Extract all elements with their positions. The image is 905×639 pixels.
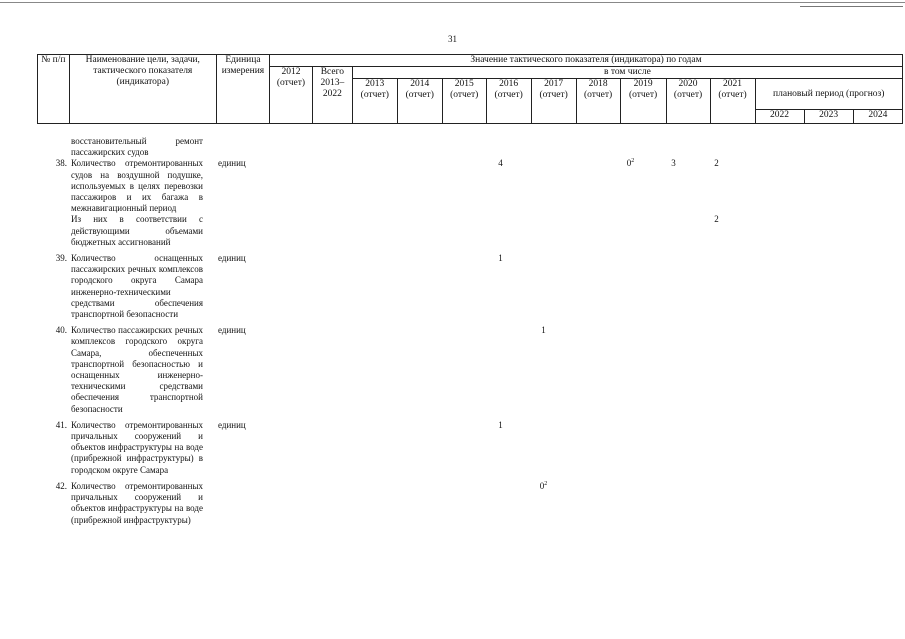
row-indicator-name: Количество оснащенных пассажирских речных комплексов городского округа Самара инженерно-техническими средствами обеспечения транспортной безопасности [71,253,203,320]
row-unit: единиц [218,325,246,336]
row-indicator-name: Количество отремонтированных причальных сооружений и объектов инфраструктуры на воде (прибрежной инфраструктуры) [71,480,203,525]
row-indicator-name: восстановительный ремонт пассажирских судов [71,136,203,158]
row-number: 41. [55,419,67,430]
row-number: 40. [55,325,67,336]
row-value-2016: 4 [498,158,503,169]
header-table [37,54,903,124]
header-year-2017: 2017 (отчет) [531,79,576,124]
table-row [37,158,903,214]
header-col-values: Значение тактического показателя (индикатора) по годам [270,55,903,67]
header-year-2015: 2015 (отчет) [442,79,486,124]
row-unit: единиц [218,158,246,169]
header-col-name: Наименование цели, задачи, тактического показателя (индикатора) [69,55,216,124]
header-col-unit: Единица измерения [216,55,269,124]
page-number: 31 [448,34,457,44]
row-indicator-name: Количество пассажирских речных комплексов городского округа Самара, обеспеченных транспортной безопасностью и оснащенных инженерно-техническими средствами обеспечения транспортной безопасности [71,325,203,414]
row-unit: единиц [218,419,246,430]
header-year-2018: 2018 (отчет) [576,79,620,124]
table-body [37,136,903,526]
row-value-2019: $0^2$ [626,158,635,169]
table-row [37,481,903,526]
row-number: 38. [55,158,67,169]
row-value-2017: 1 [541,325,546,336]
row-indicator-name: Из них в соответствии с действующими объемами бюджетных ассигнований [71,214,203,247]
row-unit: единиц [218,253,246,264]
table-row [37,214,903,248]
table-row [37,420,903,476]
row-indicator-name: Количество отремонтированных причальных сооружений и объектов инфраструктуры на воде (прибрежной инфраструктуры) в городском округе Самара [71,419,203,475]
header-year-2016: 2016 (отчет) [486,79,531,124]
header-year-2014: 2014 (отчет) [397,79,442,124]
row-value-2016: 1 [498,253,503,264]
table-row [37,325,903,415]
top-right-rule [800,6,903,7]
header-year-2019: 2019 (отчет) [620,79,666,124]
row-indicator-name: Количество отремонтированных судов на воздушной подушке, используемых в целях перевозки пассажиров и их багажа в межнавигационный период [71,158,203,214]
top-rule [0,2,905,3]
row-value-2017: $0^2$ [539,480,548,491]
header-including: в том числе [352,67,902,79]
row-number: 39. [55,253,67,264]
header-col-num: № п/п [38,55,70,124]
header-year-total: Всего 2013–2022 [312,67,352,124]
header-plan-2024: 2024 [853,110,902,124]
table-row [37,253,903,320]
header-plan-2023: 2023 [804,110,853,124]
table-row [37,136,903,158]
row-number: 42. [55,480,67,491]
header-year-2020: 2020 (отчет) [666,79,710,124]
header-plan-period: плановый период (прогноз) [755,79,903,110]
header-year-2021: 2021 (отчет) [710,79,755,124]
row-value-2020: 3 [671,158,676,169]
header-plan-2022: 2022 [755,110,804,124]
row-value-2016: 1 [498,419,503,430]
row-value-2021: 2 [714,158,719,169]
row-value-2021: 2 [714,214,719,225]
header-year-2013: 2013 (отчет) [352,79,397,124]
header-year-2012: 2012 (отчет) [270,67,313,124]
